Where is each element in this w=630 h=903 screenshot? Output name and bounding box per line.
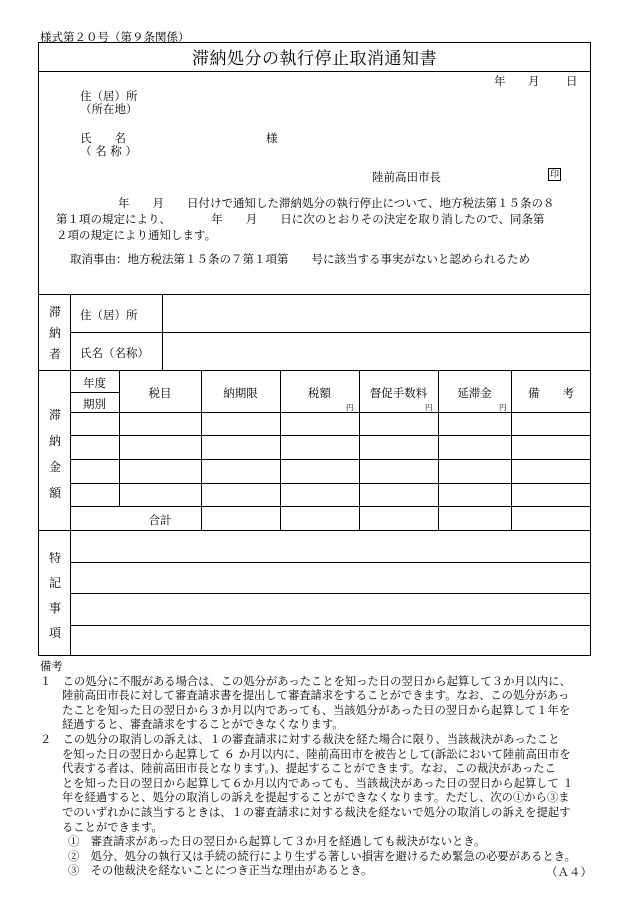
addressee-address-label: 住（居）所	[80, 89, 138, 103]
issuer-title: 陸前高田市長	[372, 170, 441, 184]
note-line: ② 処分、処分の執行又は手続の続行により生ずる著しい損害を避けるため緊急の必要があるとき。	[68, 849, 576, 863]
date-day: 日	[566, 74, 578, 88]
addressee-address-sub: （所在地）	[80, 102, 138, 116]
body-line-1: 年 月 日付けで通知した滞納処分の執行停止について、地方税法第１５条の８	[118, 196, 555, 210]
addressee-name-sub: （ 名 称 ）	[80, 144, 137, 158]
col-year-header: 年度	[83, 376, 106, 390]
form-number: 様式第２０号（第９条関係）	[40, 30, 190, 44]
note-line: ① 審査請求があった日の翌日から起算して３か月を経過しても裁決がないとき。	[68, 835, 486, 849]
date-month: 月	[528, 74, 540, 88]
col-due-date-header: 納期限	[223, 386, 258, 400]
date-year: 年	[494, 74, 506, 88]
yen-unit-reminder: 円	[425, 403, 433, 412]
yen-unit-late: 円	[499, 403, 507, 412]
note-line: ③ その他裁決を経ないことにつき正当な理由があるとき。	[68, 864, 373, 878]
paper-size-label: （Ａ４）	[546, 865, 592, 879]
yen-unit-tax: 円	[346, 403, 354, 412]
col-tax-amount-header: 税額	[308, 386, 331, 400]
col-late-fee-header: 延滞金	[457, 386, 492, 400]
seal-icon: 印	[549, 170, 559, 180]
col-tax-type-header: 税目	[148, 386, 172, 400]
note-line: 代表する者は、陸前高田市長となります。)、提起することができます。なお、この裁決があったこ	[62, 762, 556, 776]
document-title: 滞納処分の執行停止取消通知書	[38, 42, 591, 72]
honorific: 様	[266, 131, 278, 145]
note-line: とを知った日の翌日から起算して６か月以内であっても、当該裁決があった日の翌日から起算して １	[62, 776, 574, 790]
taxpayer-address-label: 住（居）所	[80, 308, 138, 322]
col-reminder-fee-header: 督促手数料	[369, 386, 428, 400]
note-line: 経過すると、審査請求をすることができなくなります。	[62, 718, 344, 732]
note-line: １ この処分に不服がある場合は、この処分があったことを知った日の翌日から起算して３か月以内に、	[40, 674, 571, 688]
note-line: を知った日の翌日から起算して ６ か月以内に、陸前高田市を被告として(訴訟において陸前高田市を	[62, 747, 571, 761]
body-line-2: 第１項の規定により、 年 月 日に次のとおりその決定を取り消したので、同条第	[56, 212, 545, 226]
note-line: でのいずれかに該当するときは、１の審査請求に対する裁決を経ないで処分の取消しの訴えを提起す	[62, 805, 571, 819]
total-label: 合計	[148, 513, 172, 527]
cancel-reason: 取消事由：地方税法第１５条の７第１項第 号に該当する事実がないと認められるため	[70, 252, 530, 266]
note-line: 陸前高田市長に対して審査請求書を提出して審査請求をすることができます。なお、この処分があっ	[62, 689, 570, 703]
special-section-label: 特 記 事 項	[48, 551, 61, 640]
col-period-header: 期別	[83, 397, 106, 411]
note-line: ることができます。	[62, 820, 163, 834]
col-remarks-header: 備 考	[528, 386, 574, 400]
note-line: たことを知った日の翌日から３か月以内であっても、当該処分があった日の翌日から起算して１年を	[62, 703, 571, 717]
note-line: 年を経過すると、処分の取消しの訴えを提起することができなくなります。ただし、次の①から③ま	[62, 791, 570, 805]
notes-heading: 備考	[40, 660, 63, 673]
notes	[40, 660, 600, 879]
addressee-name-label: 氏 名	[80, 131, 126, 145]
body-line-3: ２項の規定により通知します。	[56, 228, 217, 242]
taxpayer-name-label: 氏名（名称）	[80, 346, 149, 360]
taxpayer-section-label: 滞 納 者	[48, 305, 61, 361]
amount-section-label: 滞 納 金 額	[48, 408, 61, 500]
note-line: ２ この処分の取消しの訴えは、１の審査請求に対する裁決を経た場合に限り、当該裁決があったこと	[40, 732, 560, 746]
